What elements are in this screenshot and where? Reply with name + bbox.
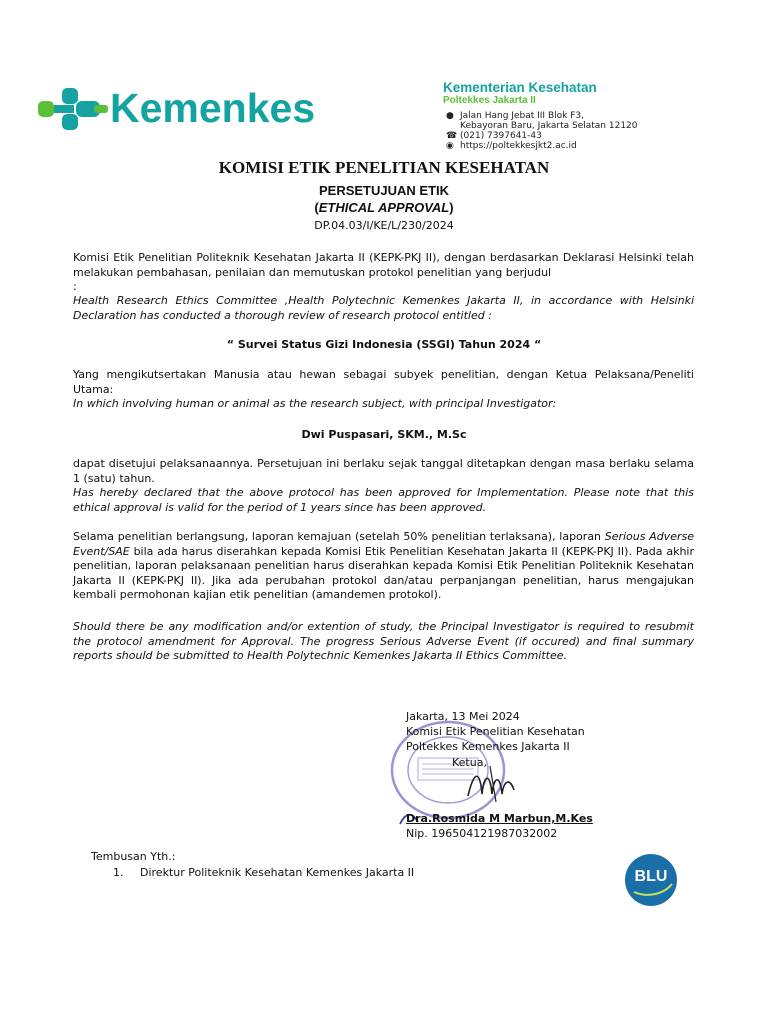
signatory-nip: Nip. 196504121987032002 <box>406 827 558 840</box>
document-number: DP.04.03/I/KE/L/230/2024 <box>314 219 454 232</box>
address-line-2: Kebayoran Baru, Jakarta Selatan 12120 <box>460 121 638 131</box>
research-title: “ Survei Status Gizi Indonesia (SSGI) Tahun 2024 “ <box>226 338 542 351</box>
signature-org-line-1: Komisi Etik Penelitian Kesehatan <box>406 725 585 738</box>
org-name: Kementerian Kesehatan <box>443 80 597 95</box>
website-row <box>446 141 577 152</box>
intro-paragraph-id: Komisi Etik Penelitian Politeknik Kesehatan Jakarta II (KEPK-PKJ II), dengan berdasarkan Deklarasi Helsinki telah melakukan pembahasan, penilaian dan memutuskan protokol penelitian yang berjudul <box>73 251 694 279</box>
blu-logo-text: BLU <box>634 868 668 885</box>
signature-org-line-2: Poltekkes Kemenkes Jakarta II <box>406 740 570 753</box>
website-link[interactable]: https://poltekkesjkt2.ac.id <box>460 141 577 151</box>
location-pin-icon: ● <box>446 111 454 121</box>
logo-wordmark: Kemenkes <box>110 85 316 131</box>
reporting-paragraph-en: Should there be any modification and/or extention of study, the Principal Investigator is required to resubmit the protocol amendment for Approval. The progress Serious Adverse Event (if occured) and final summary reports should be submitted to Health Polytechnic Kemenkes Jakarta II Ethics Committee. <box>73 620 694 662</box>
subject-paragraph-id: Yang mengikutsertakan Manusia atau hewan sebagai subyek penelitian, dengan Ketua Pelaksana/Peneliti Utama: <box>73 368 694 396</box>
cc-item-text: Direktur Politeknik Kesehatan Kemenkes Jakarta II <box>140 866 415 879</box>
approval-title: PERSETUJUAN ETIK <box>318 183 450 198</box>
validity-paragraph-en: Has hereby declared that the above protocol has been approved for Implementation. Please note that this ethical approval is valid for the period of 1 years since has been approved. <box>73 486 694 514</box>
committee-title: KOMISI ETIK PENELITIAN KESEHATAN <box>218 158 550 177</box>
signatory-name: Dra.Rosmida M Marbun,M.Kes <box>406 812 593 825</box>
phone-icon: ☎ <box>446 131 458 141</box>
cc-item-number: 1. <box>113 866 124 879</box>
kemenkes-logo-icon <box>34 84 114 134</box>
intro-colon: : <box>73 280 77 293</box>
signature-role: Ketua, <box>452 756 487 769</box>
investigator-name: Dwi Puspasari, SKM., M.Sc <box>301 428 467 441</box>
validity-paragraph-id: dapat disetujui pelaksanaannya. Persetujuan ini berlaku sejak tanggal ditetapkan dengan masa berlaku selama 1 (satu) tahun. <box>73 457 694 485</box>
reporting-paragraph-id: Selama penelitian berlangsung, laporan kemajuan (setelah 50% penelitian terlaksana), laporan Serious Adverse Event/SAE bila ada harus diserahkan kepada Komisi Etik Penelitian Kesehatan Jakarta II (KEPK-PKJ II). Pada akhir penelitian, laporan pelaksanaan penelitian harus diserahkan kepada Komisi Etik Penelitian Politeknik Kesehatan Jakarta II (KEPK-PKJ II). Jika ada perubahan protokol dan/atau perpanjangan penelitian, harus mengajukan kembali permohonan kajian etik penelitian (amandemen protokol). <box>73 530 694 601</box>
intro-paragraph-en: Health Research Ethics Committee ,Health Polytechnic Kemenkes Jakarta II, in accordance with Helsinki Declaration has conducted a thorough review of research protocol entitled : <box>73 294 694 322</box>
subject-paragraph-en: In which involving human or animal as the research subject, with principal Investigator: <box>73 397 557 410</box>
cc-label: Tembusan Yth.: <box>91 850 176 863</box>
approval-title-en: (ETHICAL APPROVAL) <box>314 200 454 215</box>
address-line-1: Jalan Hang Jebat III Blok F3, <box>460 111 584 121</box>
globe-icon: ◉ <box>446 141 454 151</box>
signature-place-date: Jakarta, 13 Mei 2024 <box>406 710 520 723</box>
org-subname: Poltekkes Jakarta II <box>443 95 536 106</box>
phone-number: (021) 7397641-43 <box>460 131 542 141</box>
